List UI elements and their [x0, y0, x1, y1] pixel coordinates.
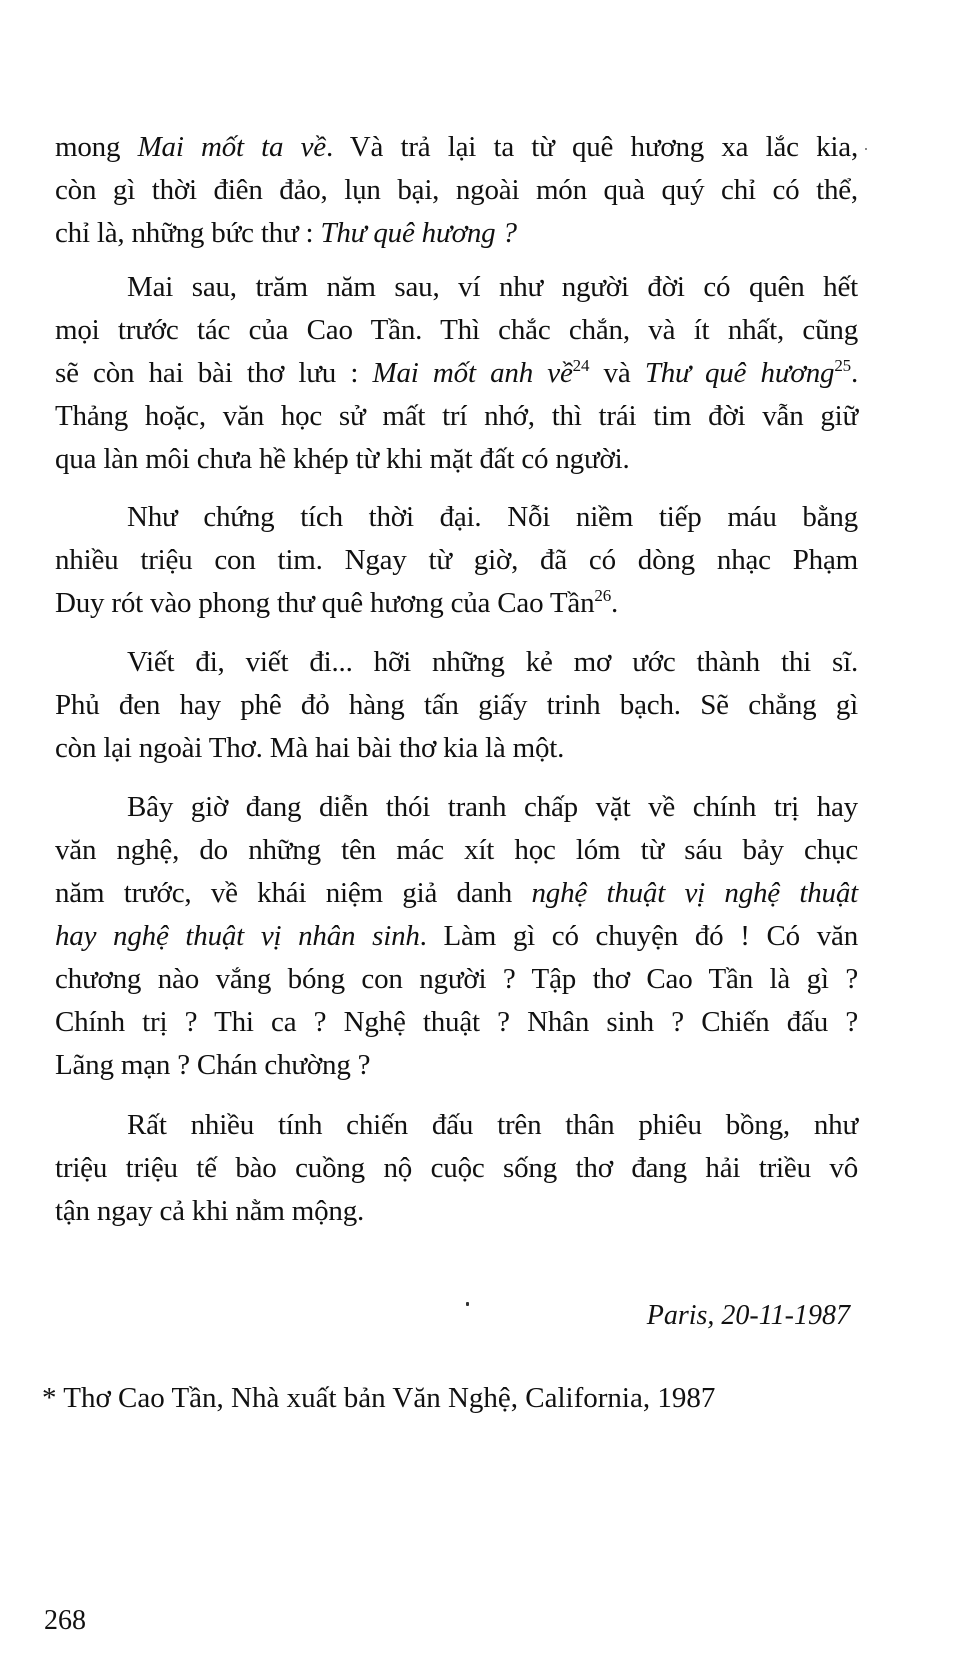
text-run: tận ngay cả khi nằm mộng.: [55, 1195, 365, 1227]
text-run: mọi trước tác của Cao Tần. Thì chắc chắn, và ít nhất, cũng: [55, 314, 858, 346]
italic-title: Mai mốt ta về: [137, 131, 326, 163]
text-line: [55, 266, 858, 309]
page-number: 268: [44, 1605, 86, 1636]
text-line: [55, 829, 858, 872]
italic-title: Thư quê hương: [644, 357, 835, 389]
text-run: Rất nhiều tính chiến đấu trên thân phiêu bồng, như: [127, 1109, 858, 1141]
text-run: Thảng hoặc, văn học sử mất trí nhớ, thì trái tim đời vẫn giữ: [55, 400, 858, 432]
text-line: [55, 872, 858, 915]
text-run: Chính trị ? Thi ca ? Nghệ thuật ? Nhân sinh ? Chiến đấu ?: [55, 1006, 858, 1038]
text-line: [55, 169, 858, 212]
text-run: chương nào vắng bóng con người ? Tập thơ Cao Tần là gì ?: [55, 963, 858, 995]
text-line: [55, 309, 858, 352]
text-line: [55, 641, 858, 684]
text-run: Mai sau, trăm năm sau, ví như người đời có quên hết: [127, 271, 858, 303]
italic-title: Thư quê hương ?: [320, 217, 517, 249]
text-run: năm trước, về khái niệm giả danh: [55, 877, 532, 909]
italic-title: hay nghệ thuật vị nhân sinh: [55, 920, 420, 952]
footnote-ref: 24: [572, 356, 590, 375]
text-line: [55, 1147, 858, 1190]
text-line: [55, 786, 858, 829]
text-run: văn nghệ, do những tên mác xít học lóm từ sáu bảy chục: [55, 834, 858, 866]
text-run: mong: [55, 131, 138, 163]
text-run: . Làm gì có chuyện đó ! Có văn: [419, 920, 859, 952]
ink-dot: [466, 1302, 469, 1306]
scan-speck: [865, 148, 867, 150]
text-run: còn gì thời điên đảo, lụn bại, ngoài món quà quý chỉ có thể,: [55, 174, 858, 206]
paragraph-2: [55, 266, 858, 481]
text-line: [55, 212, 858, 255]
text-line: [55, 684, 858, 727]
text-run: . Và trả lại ta từ quê hương xa lắc kia,: [325, 131, 859, 163]
text-line: [55, 727, 858, 770]
text-line: [55, 582, 858, 625]
paragraph-1: [55, 126, 858, 255]
italic-title: nghệ thuật vị nghệ thuật: [531, 877, 858, 909]
text-run: .: [611, 587, 619, 619]
text-run: Lãng mạn ? Chán chường ?: [55, 1049, 371, 1081]
text-run: nhiều triệu con tim. Ngay từ giờ, đã có dòng nhạc Phạm: [55, 544, 858, 576]
text-line: [55, 438, 858, 481]
text-run: triệu triệu tế bào cuồng nộ cuộc sống thơ đang hải triều vô: [55, 1152, 858, 1184]
text-line: [55, 958, 858, 1001]
footnote: * Thơ Cao Tần, Nhà xuất bản Văn Nghệ, California, 1987: [42, 1382, 716, 1414]
text-run: Viết đi, viết đi... hỡi những kẻ mơ ước thành thi sĩ.: [127, 646, 858, 678]
text-run: Như chứng tích thời đại. Nỗi niềm tiếp máu bằng: [127, 501, 858, 533]
footnote-ref: 26: [594, 586, 612, 605]
text-line: [55, 126, 858, 169]
paragraph-6: [55, 1104, 858, 1233]
text-line: [55, 496, 858, 539]
text-line: [55, 1001, 858, 1044]
text-line: [55, 1104, 858, 1147]
paragraph-4: [55, 641, 858, 770]
text-run: .: [850, 357, 858, 389]
text-run: còn lại ngoài Thơ. Mà hai bài thơ kia là một.: [55, 732, 565, 764]
text-run: Bây giờ đang diễn thói tranh chấp vặt về chính trị hay: [127, 791, 858, 823]
text-run: sẽ còn hai bài thơ lưu :: [55, 357, 373, 389]
place-date-signature: Paris, 20-11-1987: [646, 1300, 850, 1331]
text-run: Phủ đen hay phê đỏ hàng tấn giấy trinh bạch. Sẽ chẳng gì: [55, 689, 858, 721]
text-line: [55, 539, 858, 582]
text-line: [55, 915, 858, 958]
footnote-ref: 25: [834, 356, 851, 375]
text-line: [55, 352, 858, 395]
paragraph-5: [55, 786, 858, 1087]
text-run: qua làn môi chưa hề khép từ khi mặt đất có người.: [55, 443, 630, 475]
text-line: [55, 395, 858, 438]
text-line: [55, 1044, 858, 1087]
paragraph-3: [55, 496, 858, 625]
text-run: và: [589, 357, 645, 389]
text-line: [55, 1190, 858, 1233]
italic-title: Mai mốt anh về: [372, 357, 573, 389]
text-run: chỉ là, những bức thư :: [55, 217, 321, 249]
text-run: Duy rót vào phong thư quê hương của Cao Tần: [55, 587, 595, 619]
